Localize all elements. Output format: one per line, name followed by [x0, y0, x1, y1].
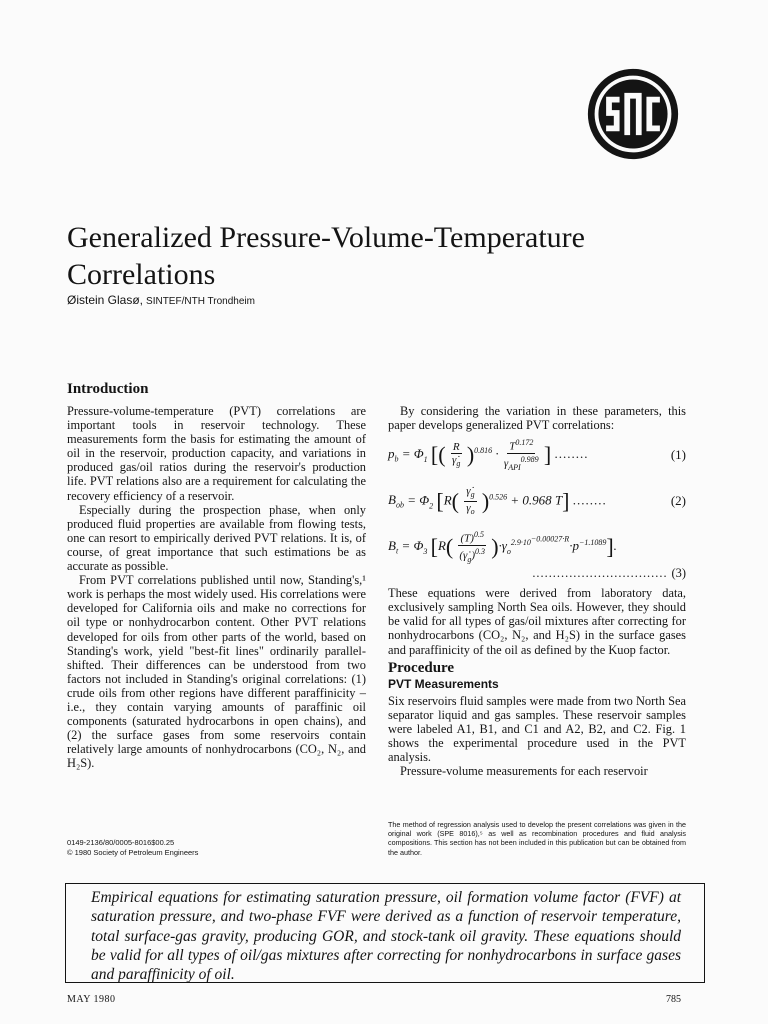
author-affiliation: SINTEF/NTH Trondheim — [146, 296, 255, 307]
procedure-paragraph-1: Six reservoirs fluid samples were made from two North Sea separator liquid and gas samples. These reservoir samples were labeled A1, B1, and C1 and A2, B2, and C2. Fig. 1 shows the experimental procedure used in the PVT analysis. — [388, 693, 686, 765]
issn-line: 0149-2136/80/0005-8016$00.25 — [67, 838, 175, 847]
page-number: 785 — [666, 994, 681, 1005]
pvt-measurements-heading: PVT Measurements — [388, 676, 499, 691]
equation-1-number: (1) — [670, 447, 686, 463]
equations-intro: By considering the variation in these parameters, this paper develops generalized PVT correlations: — [388, 404, 686, 433]
right-column: By considering the variation in these parameters, this paper develops generalized PVT correlations: $p_b = \Phi_1$ [( $\frac{R}{\gammȧ_g}$ )$^{0.816}$ · $\frac{T^{0.172}}{\gamma_{API}^{0.989}}$ ] ........ (1) $B_{ob} = \Phi_2$ [R( $\frac{\gammȧ_g}{\gamma_o}$ )$^{0.526}$ + 0.968 T] ........ (2) $B_t = \Phi_3$ [R( $\frac{(T)^{0.5}}{(\gammȧ_g)^{0.3}}$ )$\cdot\gamma_o^{2.9\cdot 10^{-0.00027\cdot R}}\cdot p^{-1.1089}$]. ................................. (3) These equations were derived from laboratory data, exclusively sampling North Sea oils. However, they should be valid for all types of gas/oil mixtures after correcting for nonhydrocarbons (CO₂, N₂, and H₂S) in the surface gases and paraffinicity of the oil as defined by the Kuop factor. Procedure PVT Measurements Six reservoirs fluid samples were made from two North Sea separator liquid and gas samples. These reservoir samples were labeled A1, B1, and C1 and A2, B2, and C2. Fig. 1 shows the experimental procedure used in the PVT analysis. Pressure-volume measurements for each reservoir — [388, 404, 686, 779]
equations-explanation: These equations were derived from laboratory data, exclusively sampling North Sea oils. However, they should be valid for all types of gas/oil mixtures after correcting for nonhydrocarbons (CO₂, N₂, and H₂S) in the surface gases and paraffinicity of the oil as defined by the Kuop factor. — [388, 586, 686, 657]
introduction-heading: Introduction — [67, 381, 149, 397]
left-column — [67, 404, 366, 770]
footer-date: MAY 1980 — [67, 994, 116, 1005]
procedure-heading: Procedure — [388, 659, 455, 676]
author-name: Øistein Glasø, — [67, 293, 144, 307]
abstract-box — [65, 883, 705, 983]
equation-2: $B_{ob} = \Phi_2$ [R( $\frac{\gammȧ_g}{\gamma_o}$ )$^{0.526}$ + 0.968 T] ........ (2) — [388, 484, 686, 516]
copyright-footnote — [67, 838, 198, 858]
intro-paragraph-3: From PVT correlations published until now, Standing's,¹ work is perhaps the most widely used. His correlations were developed for California oils and make no corrections for oil type or nonhydrocarbon content. Other PVT relations developed for oils from other parts of the world, based on Standing's work, yield "best-fit lines" ordinarily parallel-shifted. Their differences can be understood from two factors not included in Standing's original correlations: (1) crude oils from other regions have different paraffinicity – i.e., they contain varying amounts of paraffinic oil components (saturated hydrocarbons in open chains), and (2) the surface gases from some reservoirs contain relatively large amounts of nonhydrocarbons (CO₂, N₂, and H₂S). — [67, 573, 366, 771]
copyright-line: © 1980 Society of Petroleum Engineers — [67, 848, 199, 857]
method-footnote: The method of regression analysis used to develop the present correlations was given in the original work (SPE 8016),⁵ as well as recombination procedures and fluid analysis compositions. This section has not been included in this publication but can be obtained from the author. — [388, 820, 686, 857]
procedure-paragraph-2: Pressure-volume measurements for each reservoir — [400, 764, 648, 779]
equation-3: $B_t = \Phi_3$ [R( $\frac{(T)^{0.5}}{(\gammȧ_g)^{0.3}}$ )$\cdot\gamma_o^{2.9\cdot 10^{-0.00027\cdot R}}\cdot p^{-1.1089}$]. — [388, 529, 617, 564]
spe-logo-icon — [585, 66, 681, 162]
paper-title: Generalized Pressure-Volume-Temperature Correlations — [67, 221, 585, 291]
intro-paragraph-1: Pressure-volume-temperature (PVT) correlations are important tools in reservoir technology. These measurements form the basis for estimating the amount of oil in the reservoir, production capacity, and variations in produced gas/oil ratios during the reservoir's production life. PVT relations also are a requirement for calculating the recovery efficiency of a reservoir. — [67, 404, 366, 503]
abstract-text: Empirical equations for estimating saturation pressure, oil formation volume factor (FVF) at saturation pressure, and two-phase FVF were derived as a function of reservoir temperature, total surface-gas gravity, producing GOR, and stock-tank oil gravity. These equations should be valid for all types of oil/gas mixtures after correcting for nonhydrocarbons in surface gases and paraffinicity of oil. — [91, 889, 681, 984]
byline — [67, 293, 255, 308]
equation-2-number: (2) — [670, 493, 686, 509]
equation-3-number: (3) — [671, 566, 686, 581]
intro-paragraph-2: Especially during the prospection phase, when only produced fluid properties are available from flowing tests, one can resort to empirically derived PVT relations. It is, of course, of great importance that such estimations be as accurate as possible. — [67, 502, 366, 574]
equation-1: $p_b = \Phi_1$ [( $\frac{R}{\gammȧ_g}$ )$^{0.816}$ · $\frac{T^{0.172}}{\gamma_{API}^{0.989}}$ ] ........ (1) — [388, 437, 686, 472]
